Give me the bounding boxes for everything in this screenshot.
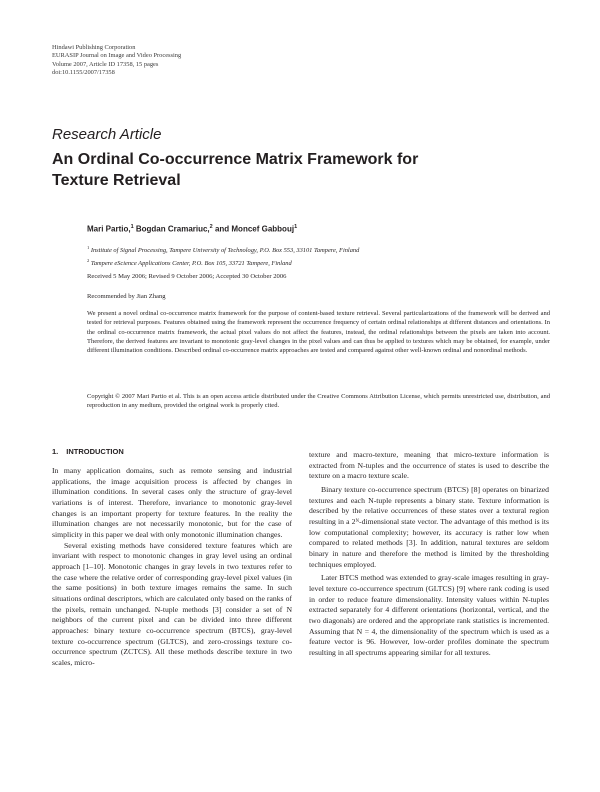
author-name: and Moncef Gabbouj — [212, 224, 295, 234]
publisher-line: Hindawi Publishing Corporation — [52, 44, 136, 51]
affiliation-text: Institute of Signal Processing, Tampere University of Technology, P.O. Box 553, 33101 Tampere, Finland — [89, 247, 360, 255]
body-paragraph: texture and macro-texture, meaning that micro-texture information is extracted from N-tuples and the occurrence of states is used to describe the texture on a macro texture scale. — [309, 450, 549, 481]
volume-line: Volume 2007, Article ID 17358, 15 pages — [52, 60, 159, 68]
affiliation — [87, 256, 359, 269]
recommended-by: Recommended by Jian Zhang — [87, 293, 166, 300]
left-column — [52, 466, 292, 668]
body-paragraph: Later BTCS method was extended to gray-scale images resulting in gray-level texture co-occurrence spectrum (GLTCS) [9] where rank coding is used in order to reduce feature dimensionality. Intensity values within N-tuples extracted separately for 4 different orientations (horizontal, vertical, and the two diagonals) are ordered and the appropriate rank statistics is incremented. Assuming that N = 4, the dimensionality of the spectrum which is used as a feature vector is 96. However, low-order profiles dominate the spectrum resulting in all spectrums appearing similar for all textures. — [309, 573, 549, 657]
copyright-notice: Copyright © 2007 Mari Partio et al. This is an open access article distributed under the Creative Commons Attribution License, which permits unrestricted use, distribution, and reproduction in any medium, provided the original work is properly cited. — [87, 393, 550, 410]
abstract: We present a novel ordinal co-occurrence matrix framework for the purpose of content-based texture retrieval. Several particularizations of the framework will be derived and tested for retrieval purposes. Features obtained using the framework represent the occurrence frequency of certain ordinal relationships at different distances and orientations. In the ordinal co-occurrence matrix framework, the actual pixel values do not affect the features, instead, the ordinal relationships between the pixels are taken into account. Therefore, the derived features are invariant to monotonic gray-level changes in the pixel values and can thus be applied to textures which may be obtained, for example, under different illumination conditions. Described ordinal co-occurrence matrix approaches are tested and compared against other well-known ordinal and nonordinal methods. — [87, 310, 550, 355]
affiliation-text: Tampere eScience Applications Center, P.O. Box 105, 33721 Tampere, Finland — [89, 260, 292, 268]
section-title: INTRODUCTION — [66, 447, 124, 456]
author-list — [87, 224, 297, 234]
author-affil-mark: 2 — [209, 224, 213, 230]
section-number: 1. — [52, 447, 59, 456]
author-name: Mari Partio, — [87, 224, 131, 234]
article-type: Research Article — [52, 126, 162, 143]
doi-line: doi:10.1155/2007/17358 — [52, 68, 115, 76]
body-paragraph: Binary texture co-occurrence spectrum (BTCS) [8] operates on binarized textures and each N-tuple represents a binary state. Texture information is described by the relative occurrences of these states over a textural region resulting in a 2ᴺ-dimensional state vector. The advantage of this method is its low computational complexity; however, its accuracy is rather low when compared to related methods [3]. In addition, natural textures are seldom binary in nature and therefore the method is limited by the thresholding techniques employed. — [309, 484, 549, 569]
journal-line: EURASIP Journal on Image and Video Processing — [52, 52, 182, 60]
journal-header — [52, 44, 181, 77]
affiliation-mark: 1 — [87, 245, 90, 250]
affiliation — [87, 243, 359, 256]
body-paragraph: In many application domains, such as remote sensing and industrial applications, the image acquisition process is affected by changes in illumination conditions. In several cases only the structure of gray-level variations is of interest. Therefore, invariance to monotonic gray-level changes is an important property for texture features. In the reality the illumination changes are not necessarily monotonic, but for the case of simplicity in this paper we deal with only monotonic illumination changes. — [52, 466, 292, 539]
author-affil-mark: 1 — [294, 224, 298, 230]
body-paragraph: Several existing methods have considered texture features which are invariant with respect to monotonic changes in gray level using an ordinal approach [1–10]. Monotonic changes in gray levels in two textures refer to the case where the relative order of corresponding gray-level pixel values (in the same positions) in both texture images remains the same. In such situations ordinal descriptors, which are calculated only based on the ranks of the pixels, remain unchanged. N-tuple methods [3] consider a set of N neighbors of the current pixel and can be divided into three different approaches: binary texture co-occurrence spectrum (BTCS), gray-level texture co-occurrence spectrum (GLTCS), and zero-crossings texture co-occurrence spectrum (ZCTCS). All these methods describe texture in two scales, micro- — [52, 540, 292, 667]
affiliations — [87, 243, 359, 269]
author-affil-mark: 1 — [130, 224, 134, 230]
received-dates: Received 5 May 2006; Revised 9 October 2006; Accepted 30 October 2006 — [87, 273, 287, 280]
affiliation-mark: 2 — [87, 258, 90, 264]
paper-title: An Ordinal Co-occurrence Matrix Framework for Texture Retrieval — [52, 151, 419, 189]
section-heading — [52, 447, 124, 456]
author-name: Bogdan Cramariuc, — [133, 224, 210, 234]
right-column — [309, 450, 549, 658]
